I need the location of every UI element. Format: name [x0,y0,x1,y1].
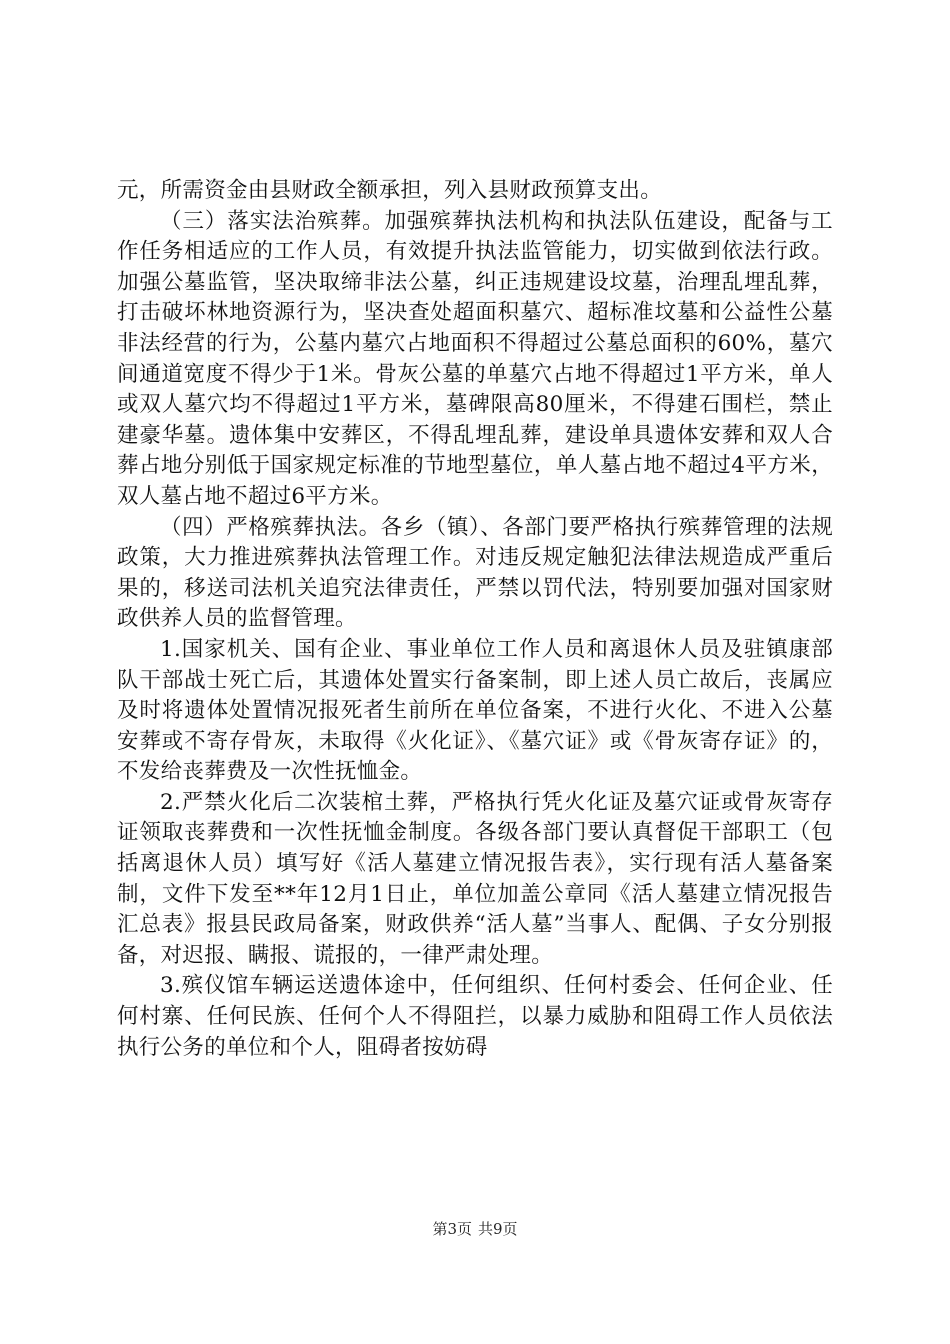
paragraph-item-one: 1.国家机关、国有企业、事业单位工作人员和离退休人员及驻镇康部队干部战士死亡后，其遗体处置实行备案制，即上述人员亡故后，丧属应及时将遗体处置情况报死者生前所在单位备案，不进行火化、不进入公墓安葬或不寄存骨灰，未取得《火化证》、《墓穴证》或《骨灰寄存证》的，不发给丧葬费及一次性抚恤金。 [117,636,833,785]
paragraph-section-four: （四）严格殡葬执法。各乡（镇）、各部门要严格执行殡葬管理的法规政策，大力推进殡葬执法管理工作。对违反规定触犯法律法规造成严重后果的，移送司法机关追究法律责任，严禁以罚代法，特别要加强对国家财政供养人员的监督管理。 [117,514,833,632]
page-total: 共9页 [478,1220,518,1238]
document-body [117,176,833,1063]
page-number: 第3页 [432,1220,472,1238]
paragraph-continuation: 元，所需资金由县财政全额承担，列入县财政预算支出。 [117,178,663,203]
paragraph-section-three: （三）落实法治殡葬。加强殡葬执法机构和执法队伍建设，配备与工作任务相适应的工作人员，有效提升执法监管能力，切实做到依法行政。加强公墓监管，坚决取缔非法公墓，纠正违规建设坟墓，治理乱埋乱葬，打击破坏林地资源行为，坚决查处超面积墓穴、超标准坟墓和公益性公墓非法经营的行为，公墓内墓穴占地面积不得超过公墓总面积的60%，墓穴间通道宽度不得少于1米。骨灰公墓的单墓穴占地不得超过1平方米，单人或双人墓穴均不得超过1平方米，墓碑限高80厘米，不得建石围栏，禁止建豪华墓。遗体集中安葬区，不得乱埋乱葬，建设单具遗体安葬和双人合葬占地分别低于国家规定标准的节地型墓位，单人墓占地不超过4平方米，双人墓占地不超过6平方米。 [117,208,833,509]
paragraph-item-two: 2.严禁火化后二次装棺土葬，严格执行凭火化证及墓穴证或骨灰寄存证领取丧葬费和一次性抚恤金制度。各级各部门要认真督促干部职工（包括离退休人员）填写好《活人墓建立情况报告表》，实行现有活人墓备案制，文件下发至**年12月1日止，单位加盖公章同《活人墓建立情况报告汇总表》报县民政局备案，财政供养“活人墓”当事人、配偶、子女分别报备，对迟报、瞒报、谎报的，一律严肃处理。 [117,789,833,968]
paragraph-item-three: 3.殡仪馆车辆运送遗体途中，任何组织、任何村委会、任何企业、任何村寨、任何民族、任何个人不得阻拦，以暴力威胁和阻碍工作人员依法执行公务的单位和个人，阻碍者按妨碍 [117,973,833,1060]
page-footer [0,1218,950,1239]
